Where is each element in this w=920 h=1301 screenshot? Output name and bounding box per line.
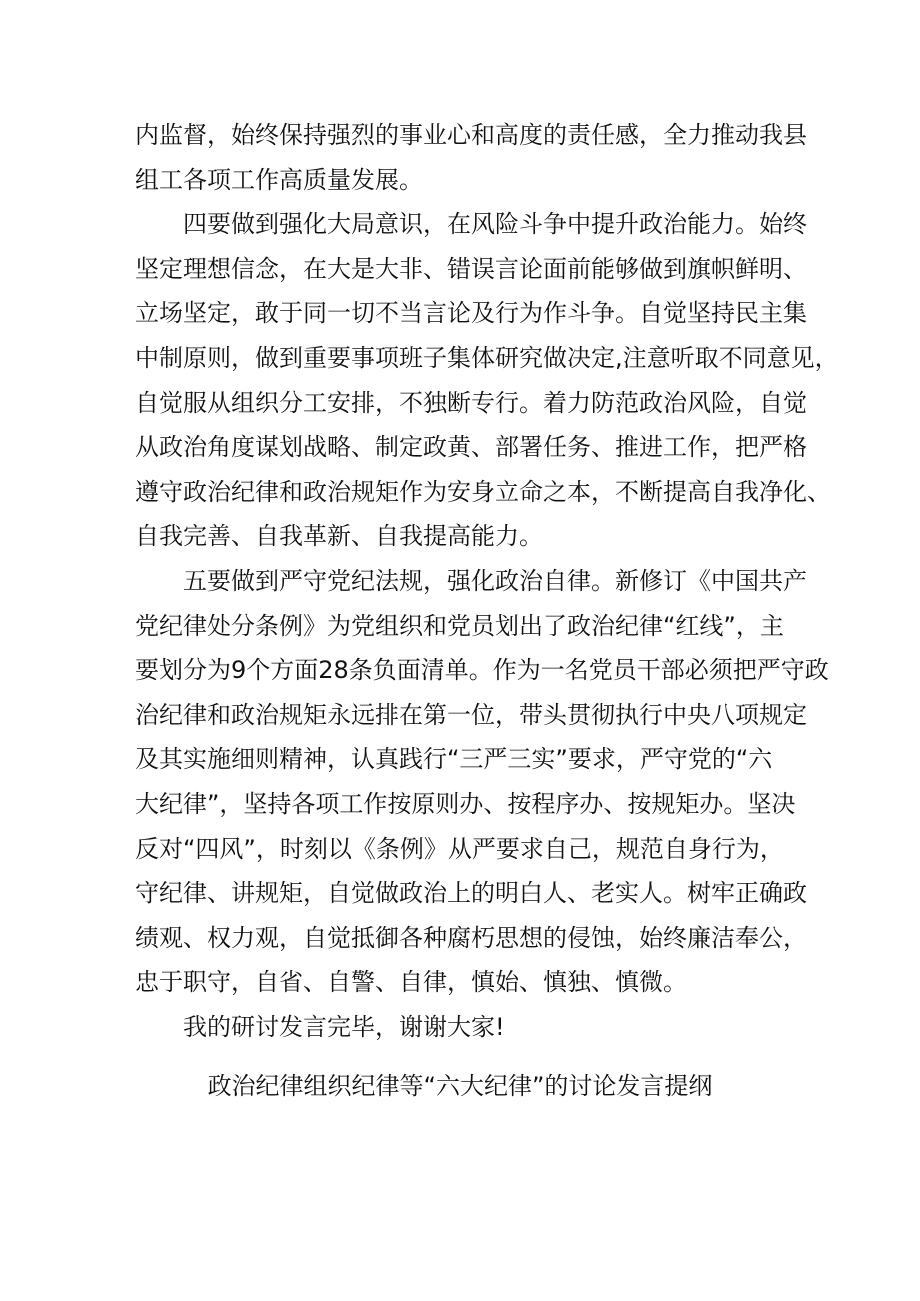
text-line: 及其实施细则精神，认真践行“三严三实”要求，严守党的“六 <box>135 745 773 774</box>
text-line: 组工各项工作高质量发展。 <box>135 165 423 194</box>
closing-line: 我的研讨发言完毕，谢谢大家! <box>183 1012 505 1041</box>
text-line: 遵守政治纪律和政治规矩作为安身立命之本，不断提高自我净化、 <box>135 477 831 506</box>
text-line: 大纪律”，坚持各项工作按原则办、按程序办、按规矩办。坚决 <box>135 789 796 818</box>
text-line: 反对“四风”，时刻以《条例》从严要求自己，规范自身行为， <box>135 834 784 863</box>
text-line: 立场坚定，敢于同一切不当言论及行为作斗争。自觉坚持民主集 <box>135 299 807 328</box>
text-line: 内监督，始终保持强烈的事业心和高度的责任感，全力推动我县 <box>135 121 807 149</box>
paragraph-start-line: 四要做到强化大局意识，在风险斗争中提升政治能力。始终 <box>183 210 807 239</box>
next-document-title: 政治纪律组织纪律等“六大纪律”的讨论发言提纲 <box>207 1072 713 1100</box>
text-line: 中制原则，做到重要事项班子集体研究做决定,注意听取不同意见， <box>135 343 839 372</box>
text-line: 要划分为9个方面28条负面清单。作为一名党员干部必须把严守政 <box>135 656 829 685</box>
document-body <box>135 113 839 1049</box>
text-line: 党纪律处分条例》为党组织和党员划出了政治纪律“红线”，主 <box>135 611 784 640</box>
text-line: 坚定理想信念，在大是大非、错误言论面前能够做到旗帜鲜明、 <box>135 254 807 283</box>
text-line: 自觉服从组织分工安排，不独断专行。着力防范政治风险，自觉 <box>135 388 807 417</box>
text-line: 守纪律、讲规矩，自觉做政治上的明白人、老实人。树牢正确政 <box>135 879 807 908</box>
text-line: 治纪律和政治规矩永远排在第一位，带头贯彻执行中央八项规定 <box>135 700 807 729</box>
paragraph-start-line: 五要做到严守党纪法规，强化政治自律。新修订《中国共产 <box>183 566 807 595</box>
text-line: 绩观、权力观，自觉抵御各种腐朽思想的侵蚀，始终廉洁奉公， <box>135 923 807 952</box>
text-line: 自我完善、自我革新、自我提高能力。 <box>135 522 543 551</box>
text-line: 从政治角度谋划战略、制定政黄、部署任务、推进工作，把严格 <box>135 433 807 462</box>
text-line: 忠于职守，自省、自警、自律，慎始、慎独、慎微。 <box>135 968 687 997</box>
